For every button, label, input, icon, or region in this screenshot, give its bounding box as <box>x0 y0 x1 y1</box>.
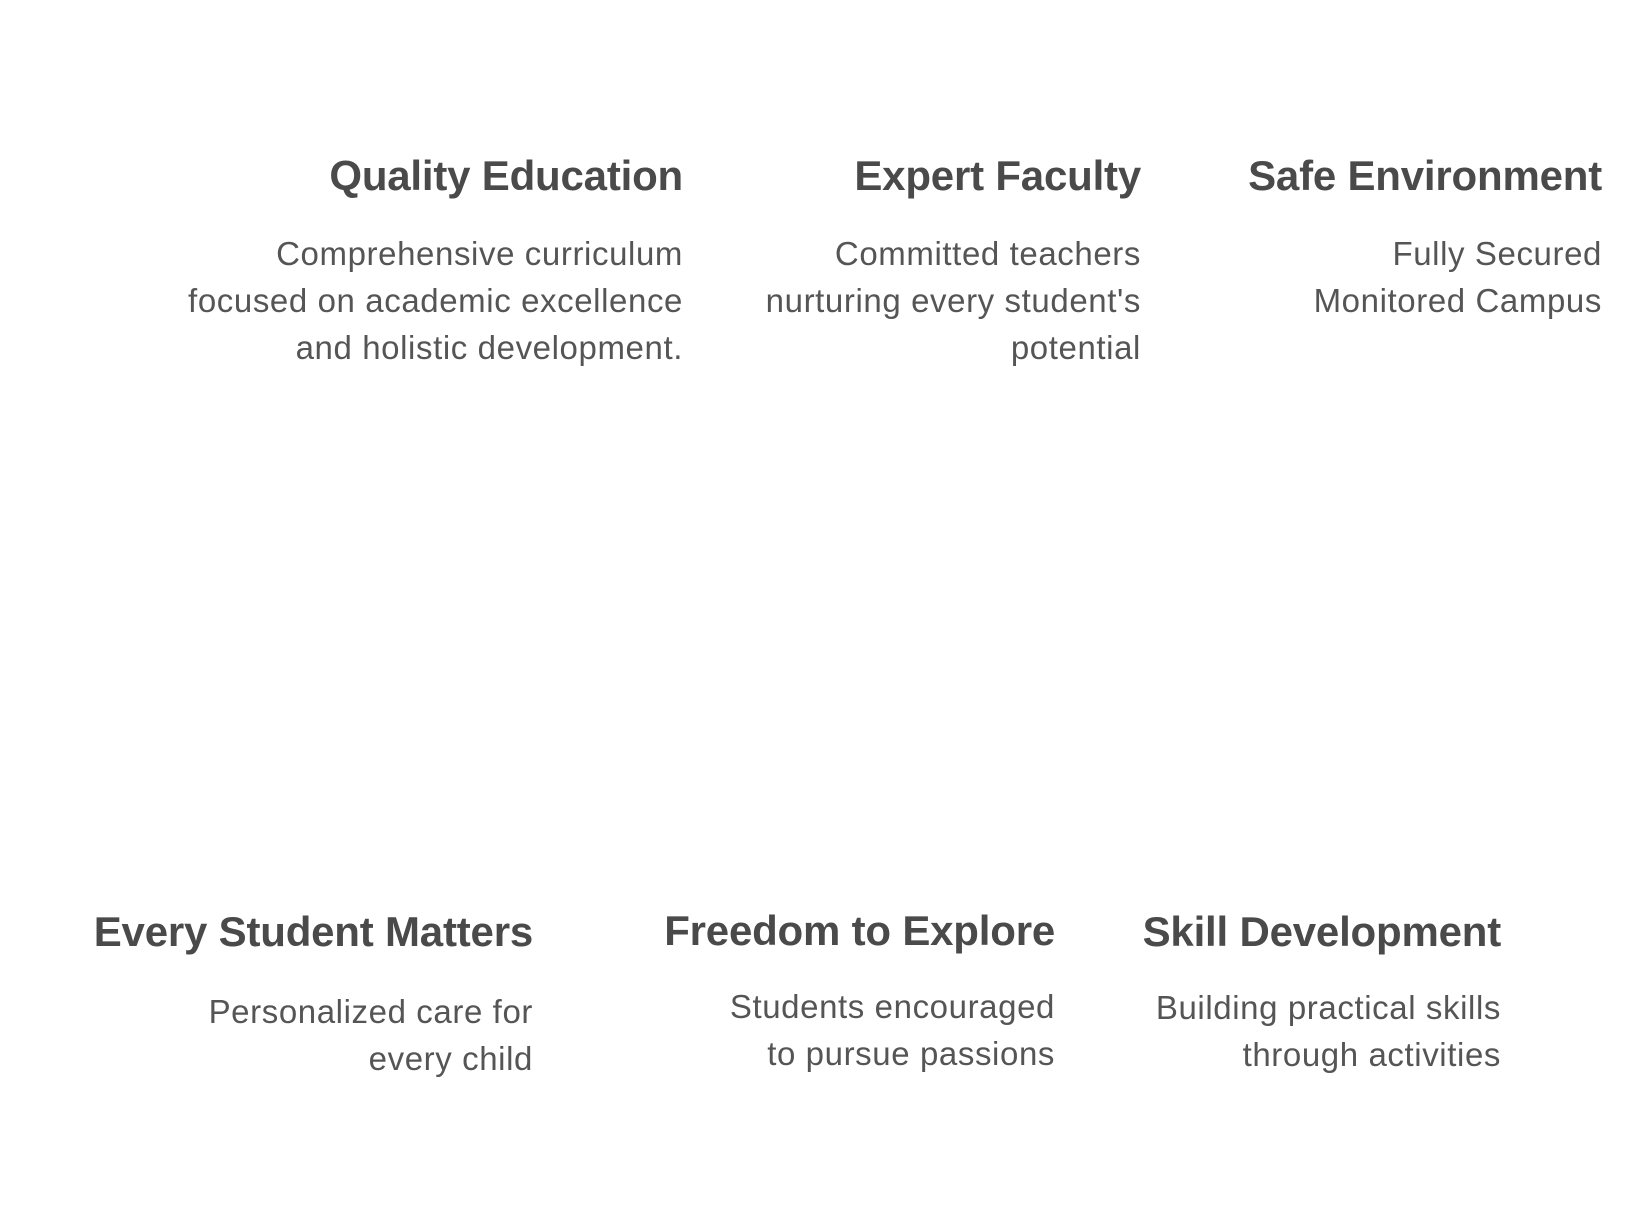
feature-description-line: to pursue passions <box>767 1035 1055 1072</box>
feature-card-freedom-to-explore <box>595 905 1055 1077</box>
feature-description-line: nurturing every student's <box>765 282 1141 319</box>
feature-description <box>123 230 683 371</box>
feature-description-line: Fully Secured <box>1392 235 1602 272</box>
feature-title: Freedom to Explore <box>664 907 1055 954</box>
feature-card-quality-education <box>123 150 683 371</box>
feature-description-line: potential <box>1010 329 1141 366</box>
feature-description <box>1081 984 1501 1078</box>
feature-title: Skill Development <box>1142 908 1501 955</box>
feature-description <box>595 983 1055 1077</box>
feature-description-line: through activities <box>1242 1036 1501 1073</box>
feature-description <box>1172 230 1602 324</box>
feature-description-line: focused on academic excellence <box>188 282 683 319</box>
feature-description-line: Building practical skills <box>1155 989 1501 1026</box>
feature-title: Safe Environment <box>1248 152 1602 199</box>
feature-description-line: Committed teachers <box>834 235 1141 272</box>
feature-description-line: and holistic development. <box>295 329 683 366</box>
feature-description-line: Personalized care for <box>208 993 533 1030</box>
feature-description-line: every child <box>368 1040 533 1077</box>
feature-description-line: Comprehensive curriculum <box>276 235 683 272</box>
feature-card-safe-environment <box>1172 150 1602 324</box>
feature-title: Expert Faculty <box>854 152 1141 199</box>
feature-description <box>13 988 533 1082</box>
feature-description-line: Students encouraged <box>729 988 1055 1025</box>
feature-description-line: Monitored Campus <box>1313 282 1602 319</box>
feature-card-every-student-matters <box>13 906 533 1082</box>
feature-title: Every Student Matters <box>93 908 533 955</box>
feature-description <box>711 230 1141 371</box>
feature-title: Quality Education <box>329 152 683 199</box>
feature-card-expert-faculty <box>711 150 1141 371</box>
feature-card-skill-development <box>1081 906 1501 1078</box>
